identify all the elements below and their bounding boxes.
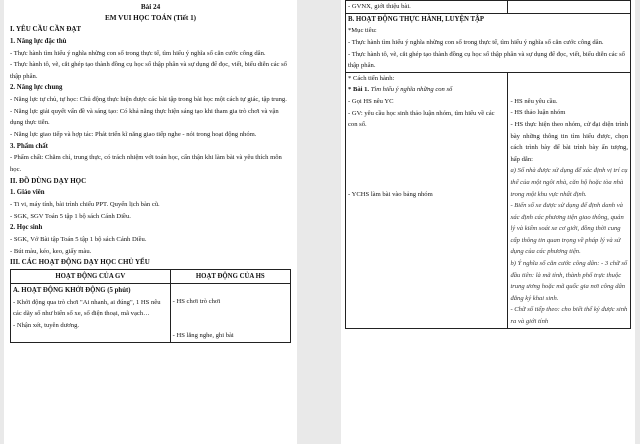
paragraph: - YCHS làm bài vào bảng nhóm (348, 190, 433, 198)
paragraph: - Phẩm chất: Chăm chỉ, trung thực, có trách nhiệm với toán học, cẩn thận khi làm bài và yêu thích môn học. (10, 154, 282, 173)
paragraph: - Năng lực giao tiếp và hợp tác: Phát triển kĩ năng giao tiếp nghe - nói trong hoạt động nhóm. (10, 130, 257, 138)
paragraph: - Bút màu, kéo, keo, giấy màu. (10, 247, 92, 255)
activity-b-title: B. HOẠT ĐỘNG THỰC HÀNH, LUYỆN TẬP (348, 15, 485, 23)
activities-table (10, 269, 291, 343)
paragraph: - Nhận xét, tuyên dương. (13, 322, 80, 330)
paragraph: - Khởi động qua trò chơi "Ai nhanh, ai đúng", 1 HS nêu các dãy số như biển số xe, số điện thoại, mã vạch… (13, 298, 161, 318)
table-cell (346, 72, 508, 328)
heading-teacher: 1. Giáo viên (10, 189, 45, 197)
section-materials: II. ĐỒ DÙNG DẠY HỌC (10, 176, 87, 185)
paragraph: - Năng lực tự chủ, tự học: Chủ động thực hiện được các bài tập trong bài học một cách tự giác, tập trung. (10, 96, 287, 104)
example-text: b) Ý nghĩa số căn cước công dân: - 3 chữ số đầu tiên: là mã tỉnh, thành phố trực thuộc trung ương hoặc mã quốc gia nơi công dân đăng ký khai sinh. (510, 260, 628, 302)
paragraph: - HS chơi trò chơi (172, 298, 221, 306)
paragraph: - Thực hành tô, vẽ, cắt ghép tạo thành đồng cụ học số thập phân và sự dụng để đọc, viết, biểu diễn các số thập phân. (348, 50, 625, 70)
page-left (4, 0, 297, 444)
paragraph: - SGK, Vở Bài tập Toán 5 tập 1 bộ sách Cánh Diều. (10, 236, 147, 244)
lesson-title: EM VUI HỌC TOÁN (Tiết 1) (104, 14, 197, 22)
table-cell (170, 284, 290, 343)
paragraph: - HS thực hiện theo nhóm, cử đại diện trình bày những thông tin tìm hiểu được, chọn cách trình bày để bài trình bày ấn tượng, hấp dẫn: (510, 120, 628, 163)
table-cell (346, 1, 508, 14)
example-text: - Biển số xe được sử dụng để định danh và xác định các phương tiện giao thông, quản lý và kiểm soát xe cơ giới, đồng thời cung cấp thông tin quan trọng về pháp lý và sử dụng của các phương tiện. (510, 202, 624, 256)
paragraph: - GVNX, giới thiệu bài. (348, 3, 411, 10)
section-objectives: I. YÊU CẦU CẦN ĐẠT (10, 25, 82, 33)
exercise-name: Tìm hiểu ý nghĩa những con số (370, 86, 453, 94)
paragraph: - Thực hành tìm hiểu ý nghĩa những con số trong thực tế, tìm hiểu ý nghĩa số căn cước công dân. (348, 38, 604, 46)
section-activities: III. CÁC HOẠT ĐỘNG DẠY HỌC CHỦ YẾU (10, 258, 150, 267)
paragraph: - Thực hành tô, vẽ, cắt ghép tạo thành đồng cụ học số thập phân và sự dụng để đọc, viết, biểu diễn các số thập phân. (10, 61, 287, 80)
table-cell (508, 72, 631, 328)
paragraph: - HS thảo luận nhóm (510, 109, 566, 117)
paragraph: - HS nêu yêu cầu. (510, 97, 558, 105)
paragraph: - SGK, SGV Toán 5 tập 1 bộ sách Cánh Diều. (10, 212, 131, 220)
page-right (341, 0, 635, 444)
activities-table-continued (345, 0, 631, 329)
table-cell (346, 13, 631, 72)
objectives-label: *Mục tiêu: (348, 27, 377, 35)
table-cell (508, 1, 631, 14)
table-cell (11, 284, 171, 343)
column-header-teacher: HOẠT ĐỘNG CỦA GV (11, 270, 171, 284)
lesson-number: Bài 24 (140, 3, 161, 11)
paragraph: - Thực hành tìm hiểu ý nghĩa những con số trong thực tế, tìm hiểu ý nghĩa số căn cước công dân. (10, 49, 266, 57)
heading-general-competence: 2. Năng lực chung (10, 84, 63, 92)
paragraph: - Gọi HS nêu YC (348, 97, 394, 105)
activity-a-title: A. HOẠT ĐỘNG KHỞI ĐỘNG (5 phút) (13, 287, 131, 295)
exercise-label: * Bài 1. (348, 86, 370, 94)
example-text: a) Số nhà được sử dụng để xác định vị trí cụ thể của một ngôi nhà, căn hộ hoặc tòa nhà trong một khu vực nhất định. (510, 167, 628, 198)
paragraph: - HS lắng nghe, ghi bài (172, 331, 234, 339)
procedure-label: * Cách tiến hành: (348, 74, 395, 82)
heading-specific-competence: 1. Năng lực đặc thù (10, 37, 67, 45)
example-text: - Chữ số tiếp theo: cho biết thế kỷ được sinh ra và giới tính (510, 306, 628, 326)
heading-students: 2. Học sinh (10, 224, 43, 232)
paragraph: - GV: yêu cầu học sinh thảo luận nhóm, tìm hiểu về các con số. (348, 109, 495, 129)
column-header-student: HOẠT ĐỘNG CỦA HS (170, 270, 290, 284)
paragraph: - Năng lực giải quyết vấn đề và sáng tạo: Có khả năng thực hiện sáng tạo khi tham gia trò chơi và vận dụng thực tiễn. (10, 107, 279, 127)
paragraph: - Ti vi, máy tính, bài trình chiếu PPT. Quyển lịch bàn cũ. (10, 201, 160, 209)
heading-qualities: 3. Phẩm chất (10, 142, 48, 150)
